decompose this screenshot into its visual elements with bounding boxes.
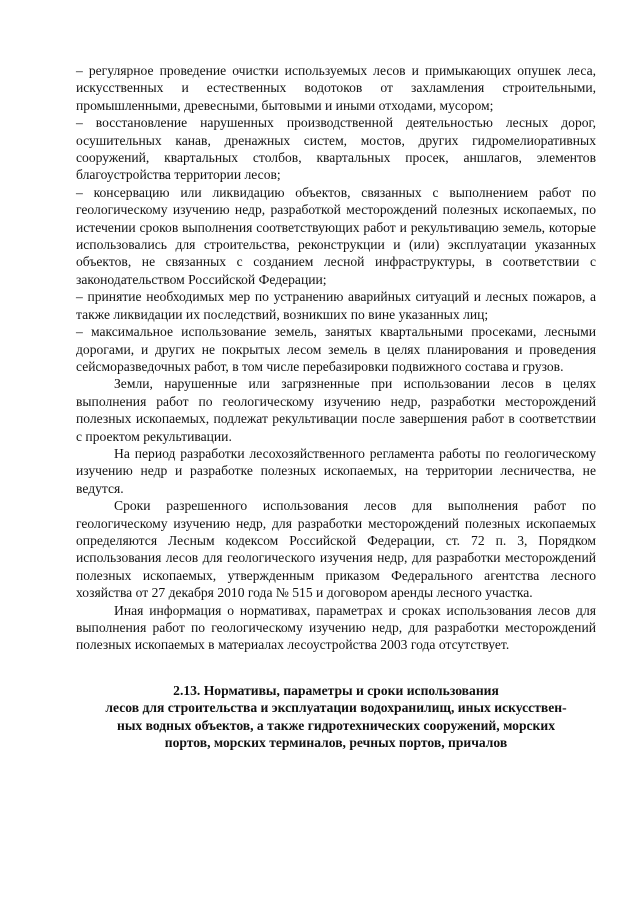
section-heading-line: портов, морских терминалов, речных портов, причалов — [164, 735, 508, 751]
list-item: – восстановление нарушенных производственной деятельностью лесных дорог, осушительных канав, дренажных систем, мостов, других гидромелиоративных сооружений, квартальных столбов, квартальных просек, аншлагов, элементов благоустройства территории лесов; — [76, 115, 596, 183]
paragraph-other-info: Иная информация о нормативах, параметрах и сроках использования лесов для выполнения работ по геологическому изучению недр, для разработки месторождений полезных ископаемых в материалах лесоустройства 2003 года отсутствует. — [76, 602, 596, 653]
list-item: – максимальное использование земель, занятых квартальными просеками, лесными дорогами, и других не покрытых лесом земель в целях планирования и проведения сейсморазведочных работ, в том числе перебазировки подвижного состава и грузов. — [76, 324, 596, 374]
document-page — [76, 62, 596, 751]
section-heading-line: 2.13. Нормативы, параметры и сроки использования — [173, 682, 499, 698]
paragraph-terms: Сроки разрешенного использования лесов для выполнения работ по геологическому изучению недр, для разработки месторождений полезных ископаемых определяются Лесным кодексом Российской Федерации, ст. 72 п. 3, Порядком использования лесов для геологического изучения недр, для разработки месторождений полезных ископаемых, утвержденным приказом Федерального агентства лесного хозяйства от 27 декабря 2010 года № 515 и договором аренды лесного участка. — [76, 498, 596, 601]
paragraph-no-works: На период разработки лесохозяйственного регламента работы по геологическому изучению недр и разработке полезных ископаемых, на территории лесничества, не ведутся. — [76, 445, 596, 496]
paragraph-reclamation: Земли, нарушенные или загрязненные при использовании лесов в целях выполнения работ по геологическому изучению недр, разработки месторождений полезных ископаемых, подлежат рекультивации после завершения работ в соответствии с проектом рекультивации. — [76, 376, 596, 444]
list-item: – регулярное проведение очистки используемых лесов и примыкающих опушек леса, искусственных и естественных водотоков от захламления строительными, промышленными, древесными, бытовыми и иными отходами, мусором; — [76, 63, 596, 113]
section-heading-line: ных водных объектов, а также гидротехнических сооружений, морских — [116, 717, 555, 733]
list-item: – консервацию или ликвидацию объектов, связанных с выполнением работ по геологическому изучению недр, разработкой месторождений полезных ископаемых, по истечении сроков выполнения соответствующих работ и рекультивацию земель, которые использовались для строительства, реконструкции и (или) эксплуатации указанных объектов, не связанных с созданием лесной инфраструктуры, в соответствии с законодательством Российской Федерации; — [76, 184, 596, 287]
section-heading — [76, 682, 596, 752]
section-heading-line: лесов для строительства и эксплуатации водохранилищ, иных искусствен- — [105, 700, 567, 716]
list-item: – принятие необходимых мер по устранению аварийных ситуаций и лесных пожаров, а также ликвидации их последствий, возникших по вине указанных лиц; — [76, 289, 596, 322]
